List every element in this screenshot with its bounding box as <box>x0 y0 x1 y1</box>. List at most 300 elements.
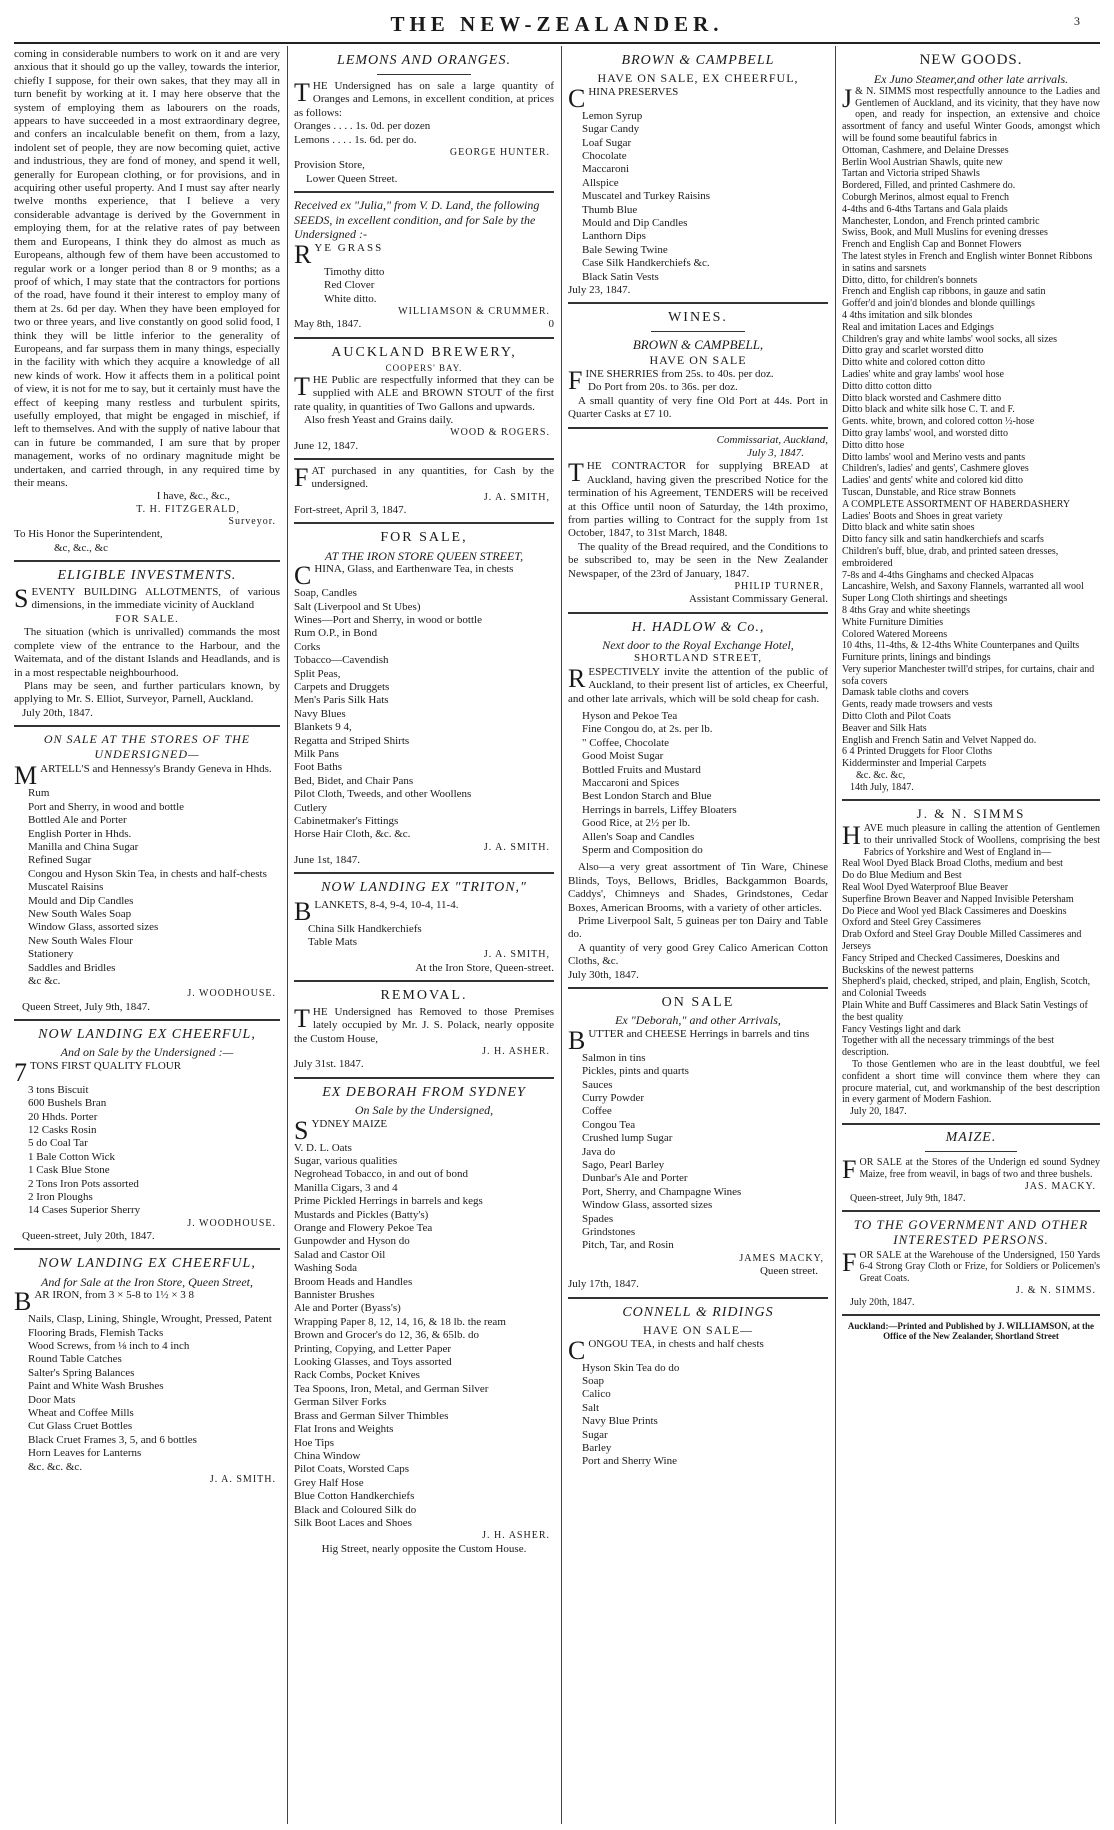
list-item: Congou and Hyson Skin Tea, in chests and half-chests <box>28 867 267 880</box>
list-item: Superfine Brown Beaver and Napped Invisible Petersham <box>842 893 1074 905</box>
list-item: &c &c. <box>28 975 61 988</box>
list-item: Negrohead Tobacco, in and out of bond <box>294 1168 469 1181</box>
list-item: Salad and Castor Oil <box>294 1248 386 1261</box>
list-item: Wood Screws, from ⅛ inch to 4 inch <box>28 1339 190 1352</box>
list-item: Fine Congou do, at 2s. per lb. <box>582 723 713 736</box>
letter-addressee-etc: &c, &c., &c <box>54 541 109 554</box>
list-item: Plain White and Buff Cassimeres and Black Satin Vestings of the best quality <box>842 999 1088 1023</box>
list-item: Ladies' and gents' white and colored kid ditto <box>842 475 1024 487</box>
ad-body: EVENTY BUILDING ALLOTMENTS, of various dimensions, in the immediate vicinity of Auckland <box>31 586 280 612</box>
list-item: English Porter in Hhds. <box>28 827 132 840</box>
separator <box>294 458 554 460</box>
list-item: 2 Tons Iron Pots assorted <box>28 1177 139 1190</box>
list-item: Sugar <box>582 1428 608 1441</box>
list-item: 12 Casks Rosin <box>28 1124 97 1136</box>
list-item: Timothy ditto <box>324 265 385 278</box>
ad-headline: NOW LANDING EX "TRITON," <box>321 880 527 896</box>
ad-subheading: AT THE IRON STORE QUEEN STREET, <box>324 548 524 563</box>
ad-on-sale-deborah <box>568 994 828 1292</box>
separator <box>14 725 280 727</box>
ad-date: June 1st, 1847. <box>294 854 360 867</box>
list-item: Sperm and Composition do <box>582 844 703 857</box>
list-item: Grindstones <box>582 1226 636 1239</box>
drop-cap: C <box>294 561 312 591</box>
separator <box>294 872 554 874</box>
masthead: THE NEW-ZEALANDER. <box>390 12 724 36</box>
ad-signer-title: Assistant Commissary General. <box>688 593 828 606</box>
list-item: Wrapping Paper 8, 12, 14, 16, & 18 lb. the ream <box>294 1315 506 1328</box>
ad-date: July 20, 1847. <box>850 1106 907 1118</box>
list-item: Chocolate <box>582 149 627 162</box>
list-item: 6 4 Printed Druggets for Floor Cloths <box>842 746 992 758</box>
ad-body: AVE much pleasure in calling the attention of Gentlemen to their unrivalled Stock of Woollens, comprising the best Fabrics of Yorkshire and West of England in— <box>863 822 1100 858</box>
list-item: Rum O.P., in Bond <box>294 627 378 640</box>
list-item: Round Table Catches <box>28 1353 122 1366</box>
list-item: Java do <box>582 1145 616 1158</box>
list-item: Ladies' white and gray lambs' wool hose <box>842 368 1004 380</box>
ad-signature: GEORGE HUNTER. <box>449 147 550 159</box>
list-item: Carpets and Druggets <box>294 681 390 694</box>
ad-subheading: HAVE ON SALE, EX CHEERFUL, <box>597 71 799 86</box>
separator <box>294 1077 554 1079</box>
list-item: Lancashire, Welsh, and Saxony Flannels, warranted all wool <box>842 581 1084 593</box>
list-item: Prime Pickled Herrings in barrels and kegs <box>294 1195 483 1208</box>
ad-first-line: ARTELL'S and Hennessy's Brandy Geneva in Hhds. <box>40 763 272 776</box>
list-item: Printing, Copying, and Letter Paper <box>294 1342 452 1355</box>
list-item: 20 Hhds. Porter <box>28 1110 98 1123</box>
list-item: Hyson and Pekoe Tea <box>582 709 678 722</box>
list-item: &c. &c. &c. <box>28 1460 83 1473</box>
drop-cap: T <box>294 1004 310 1034</box>
ad-place-date: July 3, 1847. <box>747 446 804 459</box>
ad-first-line: YE GRASS <box>314 241 384 254</box>
list-item: Pilot Cloth, Tweeds, and other Woollens <box>294 788 472 801</box>
ad-headline: J. & N. SIMMS <box>916 805 1026 821</box>
list-item: Hyson Skin Tea do do <box>582 1361 680 1374</box>
list-item: 3 tons Biscuit <box>28 1083 89 1096</box>
separator <box>568 427 828 429</box>
ad-first-line: HINA, Glass, and Earthenware Tea, in chests <box>314 563 514 576</box>
list-item: Wheat and Coffee Mills <box>28 1406 134 1419</box>
list-item: New South Wales Flour <box>28 934 133 947</box>
list-item: Salter's Spring Balances <box>28 1366 135 1379</box>
ad-body: HE CONTRACTOR for supplying BREAD at Auckland, having given the prescribed Notice for the termination of his Agreement, TENDERS will be received at this Office until noon of Saturday, the 14th proximo, from parties willing to Contract for the supply from 1st October, 1847, to 31st March, 1848. <box>568 460 828 540</box>
ad-date: Queen Street, July 9th, 1847. <box>22 1000 151 1013</box>
ad-subheading: BROWN & CAMPBELL, <box>632 337 764 353</box>
list-item: Congou Tea <box>582 1118 636 1131</box>
ad-date: Queen-street, July 20th, 1847. <box>22 1230 155 1243</box>
list-item: Salmon in tins <box>582 1051 646 1064</box>
separator <box>651 331 745 332</box>
column-4 <box>842 48 1100 1823</box>
separator <box>294 522 554 524</box>
ad-date: Queen-street, July 9th, 1847. <box>850 1193 966 1205</box>
ad-headline: H. HADLOW & Co., <box>631 619 765 635</box>
list-item: Children's buff, blue, drab, and printed sateen dresses, embroidered <box>842 545 1059 569</box>
separator <box>14 1248 280 1250</box>
list-item: Milk Pans <box>294 748 339 761</box>
list-item: Very superior Manchester twill'd stripes, for curtains, chair and sofa covers <box>842 663 1095 687</box>
list-item: Goffer'd and join'd blondes and blonde quillings <box>842 298 1035 310</box>
ad-signature: J. H. ASHER. <box>482 1530 550 1542</box>
ad-headline: TO THE GOVERNMENT AND OTHER INTERESTED PERSONS. <box>853 1217 1089 1248</box>
list-item: Sugar, various qualities <box>294 1154 398 1167</box>
ad-headline: EX DEBORAH FROM SYDNEY <box>322 1084 526 1100</box>
ad-headline: Received ex "Julia," from V. D. Land, the following SEEDS, in excellent condition, and for Sale by the Undersigned :- <box>294 198 540 242</box>
ad-first-line: LANKETS, 8-4, 9-4, 10-4, 11-4. <box>314 898 459 911</box>
list-item: 7-8s and 4-4ths Ginghams and checked Alpacas <box>842 569 1034 581</box>
list-item: Ditto black worsted and Cashmere ditto <box>842 392 1002 404</box>
ad-paragraph: Also—a very great assortment of Tin Ware, Chinese Blinds, Toys, Bellows, Bridles, Backgammon Boards, Caddys', Chimneys and Shades, Grindstones, Cedar Boxes, American Brooms, with a variety of other articles. <box>568 861 828 914</box>
list-item: 4-4ths and 6-4ths Tartans and Gala plaids <box>842 203 1008 215</box>
separator <box>568 302 828 304</box>
ad-removal <box>294 987 554 1072</box>
ad-body: ESPECTIVELY invite the attention of the public of Auckland, to their present list of articles, ex Cheerful, and other late arrivals, which will be sold cheap for cash. <box>568 665 828 705</box>
drop-cap: R <box>568 663 586 693</box>
list-item: Wines—Port and Sherry, in wood or bottle <box>294 613 482 626</box>
list-item: Split Peas, <box>294 667 341 680</box>
list-item: Colored Watered Moreens <box>842 628 948 640</box>
ad-signature: J. A. SMITH. <box>483 841 550 853</box>
column-divider <box>561 46 562 1824</box>
list-item: New South Wales Soap <box>28 908 132 921</box>
list-item: Nails, Clasp, Lining, Shingle, Wrought, Pressed, Patent <box>28 1313 272 1326</box>
drop-cap: T <box>294 78 310 108</box>
ad-hadlow <box>568 619 828 982</box>
price-line: INE SHERRIES from 25s. to 40s. per doz. <box>585 367 774 380</box>
list-item: Table Mats <box>308 935 358 948</box>
ad-now-landing-flour <box>14 1026 280 1243</box>
ad-iron-store <box>294 529 554 867</box>
ad-subheading: And on Sale by the Undersigned :— <box>60 1045 234 1060</box>
ad-simms-woollens <box>842 806 1100 1118</box>
price-line: Lemons . . . . 1s. 6d. per do. <box>294 133 417 146</box>
ad-signature: J. & N. SIMMS. <box>1015 1285 1096 1297</box>
list-item: Ditto gray and scarlet worsted ditto <box>842 345 984 357</box>
list-item: A COMPLETE ASSORTMENT OF HABERDASHERY <box>842 498 1071 510</box>
ad-signature: J. WOODHOUSE. <box>187 1217 276 1229</box>
ad-headline: NEW GOODS. <box>919 52 1023 68</box>
ad-first-line: HINA PRESERVES <box>588 85 679 98</box>
ad-subheading: SHORTLAND STREET, <box>634 652 762 665</box>
list-item: Ditto, ditto, for children's bonnets <box>842 274 978 286</box>
ad-headline: ON SALE <box>661 995 735 1011</box>
list-item: Pickles, pints and quarts <box>582 1065 689 1078</box>
list-item: Salt (Liverpool and St Ubes) <box>294 600 421 613</box>
list-item: 14 Cases Superior Sherry <box>28 1204 141 1217</box>
surveyor-letter: coming in considerable numbers to work on it and are very anxious that it should go up the valley, towards the interior, chiefly I suppose, for their own sakes, that they may all in turn benefit by working at it. I may here observe that the system of employing them as labourers on the roads, appears to have succeeded in a most extraordinary degree, and confers an incalculable benefit on them, from a lazy, indolent set of people, they are now becoming quiet, active and industrious, they are fond of money, and spend it well, generally for European clothing, or for provisions, and in acquiring other useful property. And I must say after nearly twelve months experience, that I believe a very considerable advantage is derived by the Government in employing them, for at the relative rates of pay between them and Europeans, I think they do almost as much as Europeans, although few of them have been accustomed to regular work or a longer period than 8 or 9 months; as a proof of which, I may state that the contractors for portions of the road, have found it their interest to employ many of them at 2s. 6d per day. When they have been employed for two or three years, and live constantly on good solid food, I think they will be little inferior to the generality of Europeans, and far surpass them in many things, especially in the facility with which they acquire a knowledge of all new kinds of work. How it affects them in a political point of view, it is not for me to say, but it certainly must have the effect of keeping many restless and turbulent spirits, usefully employed, that might be engaged in mischief, if left to themselves. And with the supply of native labour that can in future be commanded, I am sure that by proper management, works of no ordinary magnitude might be undertaken, and carried through, in any required time by their means. <box>14 48 280 489</box>
ad-headline: ON SALE AT THE STORES OF THE UNDERSIGNED— <box>43 732 251 761</box>
list-item: White ditto. <box>324 292 377 305</box>
list-item: Stationery <box>28 948 74 961</box>
drop-cap: F <box>842 1155 857 1185</box>
list-item: Allspice <box>582 176 619 189</box>
ad-body: HE Undersigned has on sale a large quantity of Oranges and Lemons, in excellent condition, at prices as follows: <box>294 80 554 119</box>
list-item: Ottoman, Cashmere, and Delaine Dresses <box>842 144 1009 156</box>
list-item: Berlin Wool Austrian Shawls, quite new <box>842 156 1003 168</box>
list-item: Rum <box>28 787 50 800</box>
ad-date: July 17th, 1847. <box>568 1278 639 1291</box>
separator <box>294 191 554 193</box>
ad-headline: FOR SALE, <box>380 530 468 546</box>
drop-cap: R <box>294 239 312 269</box>
list-item: Ale and Porter (Byass's) <box>294 1302 401 1315</box>
ad-first-line: AR IRON, from 3 × 5-8 to 1½ × 3 8 <box>34 1289 195 1302</box>
ad-body: & N. SIMMS most respectfully announce to the Ladies and Gentlemen of Auckland, and its vicinity, that they have now open, and ready for inspection, an extensive and choice assortment of fancy and useful Winter Goods, amongst which will be found some beautiful fabrics in <box>842 85 1100 145</box>
letter-signer: T. H. FITZGERALD, <box>136 503 240 515</box>
ad-signature: J. A. SMITH, <box>483 491 550 503</box>
separator <box>842 1123 1100 1125</box>
list-item: Calico <box>582 1388 611 1401</box>
ad-date: July 31st. 1847. <box>294 1058 364 1071</box>
list-item: Super Long Cloth shirtings and sheetings <box>842 593 1008 605</box>
list-item: Maccaroni and Spices <box>582 777 680 789</box>
list-item: Silk Boot Laces and Shoes <box>294 1516 412 1529</box>
ad-headline: NOW LANDING EX CHEERFUL, <box>38 1027 256 1043</box>
ad-paragraph: Also fresh Yeast and Grains daily. <box>304 414 454 427</box>
ad-commissariat-bread <box>568 434 828 607</box>
list-item: Ditto black and white silk hose C. T. and F. <box>842 404 1015 416</box>
separator <box>568 987 828 989</box>
list-item: Corks <box>294 640 321 653</box>
list-item: Window Glass, assorted sizes <box>28 921 159 934</box>
drop-cap: B <box>294 896 312 926</box>
ad-headline: REMOVAL. <box>380 987 468 1003</box>
list-item: Broom Heads and Handles <box>294 1275 413 1288</box>
list-item: Bed, Bidet, and Chair Pans <box>294 774 414 787</box>
price-line: Do Port from 20s. to 36s. per doz. <box>588 381 738 394</box>
list-item: Do Piece and Wool yed Black Cassimeres and Doeskins <box>842 905 1067 917</box>
list-item: Salt <box>582 1401 600 1414</box>
ad-date: June 12, 1847. <box>294 439 359 452</box>
ad-paragraph: Prime Liverpool Salt, 5 guineas per ton Dairy and Table do. <box>568 915 828 941</box>
ad-address: Queen street. <box>759 1265 818 1278</box>
drop-cap: J <box>842 83 853 113</box>
list-item: Flat Irons and Weights <box>294 1423 394 1436</box>
list-item: Thumb Blue <box>582 203 638 216</box>
list-item: The latest styles in French and English winter Bonnet Ribbons in satins and sarsnets <box>842 251 1093 274</box>
ad-address: Lower Queen Street. <box>306 172 398 185</box>
ad-subheading: And for Sale at the Iron Store, Queen Street, <box>41 1274 253 1289</box>
list-item: Barley <box>582 1442 612 1455</box>
separator <box>842 799 1100 801</box>
ad-wines <box>568 309 828 421</box>
list-item: Men's Paris Silk Hats <box>294 694 389 707</box>
drop-cap: F <box>294 463 309 493</box>
list-item: Black Cruet Frames 3, 5, and 6 bottles <box>28 1433 197 1446</box>
ad-headline: WINES. <box>668 310 728 326</box>
ad-subheading: Ex Juno Steamer,and other late arrivals. <box>873 71 1069 86</box>
list-item: Cutlery <box>294 801 327 814</box>
list-item: 1 Cask Blue Stone <box>28 1164 110 1177</box>
list-item: Beaver and Silk Hats <box>842 722 927 734</box>
list-item: Horse Hair Cloth, &c. &c. <box>294 828 411 841</box>
ad-signature: WILLIAMSON & CRUMMER. <box>398 306 550 318</box>
list-item: Brass and German Silver Thimbles <box>294 1409 449 1422</box>
list-item: Cabinetmaker's Fittings <box>294 815 399 828</box>
list-item: English and French Satin and Velvet Napped do. <box>842 734 1037 746</box>
ad-headline: MAIZE. <box>945 1129 997 1145</box>
list-item: Swiss, Book, and Mull Muslins for evening dresses <box>842 227 1048 239</box>
list-item: 5 do Coal Tar <box>28 1137 88 1150</box>
drop-cap: H <box>842 820 861 850</box>
list-item: Fancy Vestings light and dark <box>842 1023 961 1035</box>
list-item: Sugar Candy <box>582 123 640 136</box>
list-item: Good Moist Sugar <box>582 750 664 763</box>
separator <box>925 1151 1018 1152</box>
list-item: Washing Soda <box>294 1262 357 1275</box>
list-item: Curry Powder <box>582 1092 645 1105</box>
list-item: Saddles and Bridles <box>28 961 116 974</box>
list-item: Drab Oxford and Steel Gray Double Milled Cassimeres and Jerseys <box>842 929 1082 952</box>
list-item: Herrings in barrels, Liffey Bloaters <box>582 803 737 816</box>
list-item: Sauces <box>582 1078 613 1091</box>
ad-headline: CONNELL & RIDINGS <box>622 1304 774 1320</box>
ad-paragraph: To those Gentlemen who are in the least doubtful, we feel confident a short time will convince them where they can procure material, cut, and workmanship of the best description in every garment of Modern Fashion. <box>842 1058 1100 1106</box>
ad-first-line: YDNEY MAIZE <box>311 1117 388 1130</box>
list-item: Best London Starch and Blue <box>582 790 712 803</box>
page-number: 3 <box>1074 14 1080 28</box>
masthead-rule <box>14 42 1100 44</box>
ad-to-the-government <box>842 1217 1100 1309</box>
list-item: Ditto fancy silk and satin handkerchiefs and scarfs <box>842 534 1044 546</box>
list-item: Children's gray and white lambs' wool socks, all sizes <box>842 333 1057 345</box>
list-item: Tartan and Victoria striped Shawls <box>842 168 980 180</box>
separator <box>14 560 280 562</box>
list-item: Coffee <box>582 1105 612 1118</box>
column-3 <box>568 48 828 1823</box>
list-item: &c. &c. &c, <box>856 770 906 782</box>
list-item: Blue Cotton Handkerchiefs <box>294 1490 415 1503</box>
ad-brown-campbell <box>568 52 828 297</box>
column-divider <box>287 46 288 1824</box>
ad-date: Fort-street, April 3, 1847. <box>294 504 407 517</box>
letter-closing: I have, &c., &c., <box>156 490 230 503</box>
list-item: Window Glass, assorted sizes <box>582 1199 713 1212</box>
ad-date: 14th July, 1847. <box>850 781 914 793</box>
drop-cap: M <box>14 761 38 791</box>
list-item: Paint and White Wash Brushes <box>28 1380 164 1393</box>
list-item: Kidderminster and Imperial Carpets <box>842 758 987 770</box>
drop-cap: B <box>14 1287 32 1317</box>
list-item: Hoe Tips <box>294 1436 335 1449</box>
drop-cap: T <box>568 458 584 488</box>
ad-subheading: COOPERS' BAY. <box>385 362 463 373</box>
ad-subheading: Next door to the Royal Exchange Hotel, <box>602 637 794 652</box>
list-item: Maccaroni <box>582 163 630 176</box>
list-item: German Silver Forks <box>294 1396 387 1409</box>
separator <box>842 1314 1100 1316</box>
list-item: Pilot Coats, Worsted Caps <box>294 1463 410 1476</box>
ad-first-line: TONS FIRST QUALITY FLOUR <box>30 1059 182 1072</box>
drop-cap: S <box>14 584 29 614</box>
list-item: 8 4ths Gray and white sheetings <box>842 604 971 616</box>
list-item: Tea Spoons, Iron, Metal, and German Silver <box>294 1382 489 1395</box>
list-item: Ditto lambs' wool and Merino vests and pants <box>842 451 1026 463</box>
ad-signature: JAS. MACKY. <box>1024 1181 1096 1193</box>
ad-body: AT purchased in any quantities, for Cash by the undersigned. <box>311 465 554 491</box>
list-item: Foot Baths <box>294 761 342 774</box>
ad-seeds-julia <box>294 198 554 332</box>
list-item: Bottled Ale and Porter <box>28 814 127 827</box>
ad-paragraph: A quantity of very good Grey Calico American Cotton Cloths, &c. <box>568 941 828 968</box>
list-item: Damask table cloths and covers <box>842 687 969 699</box>
list-item: Gunpowder and Hyson do <box>294 1235 410 1248</box>
list-item: Red Clover <box>324 279 375 292</box>
ad-address: Hig Street, nearly opposite the Custom House. <box>321 1542 527 1555</box>
list-item: Allen's Soap and Candles <box>582 830 695 843</box>
ad-fat-purchased <box>294 465 554 517</box>
list-item: Case Silk Handkerchiefs &c. <box>582 257 710 270</box>
ad-subheading: On Sale by the Undersigned, <box>354 1102 494 1117</box>
list-item: Blankets 9 4, <box>294 721 352 734</box>
list-item: Port, Sherry, and Champagne Wines <box>582 1185 742 1198</box>
drop-cap: F <box>568 365 583 395</box>
ad-date: July 30th, 1847. <box>568 968 639 981</box>
list-item: Manchester, London, and French printed cambric <box>842 215 1040 227</box>
ad-signature: J. H. ASHER. <box>482 1046 550 1058</box>
list-item: Manilla and China Sugar <box>28 841 139 854</box>
list-item: Door Mats <box>28 1393 76 1406</box>
list-item: Muscatel Raisins <box>28 881 104 894</box>
list-item: Ditto Cloth and Pilot Coats <box>842 711 951 723</box>
list-item: Fancy Striped and Checked Cassimeres, Doeskins and Buckskins of the newest patterns <box>842 952 1060 976</box>
ad-first-line: ONGOU TEA, in chests and half chests <box>588 1337 764 1350</box>
separator <box>568 1297 828 1299</box>
ad-signature: J. WOODHOUSE. <box>187 988 276 1000</box>
list-item: 600 Bushels Bran <box>28 1097 107 1110</box>
ad-address: At the Iron Store, Queen-street. <box>415 961 554 974</box>
ad-paragraph: A small quantity of very fine Old Port at 44s. Port in Quarter Casks at £7 10. <box>568 394 828 421</box>
list-item: Port and Sherry, in wood and bottle <box>28 800 185 813</box>
list-item: Furniture prints, linings and bindings <box>842 652 991 664</box>
separator <box>294 980 554 982</box>
ad-place: Commissariat, Auckland, <box>716 433 828 446</box>
list-item: Tuscan, Dunstable, and Rice straw Bonnets <box>842 486 1016 498</box>
list-item: Mould and Dip Candles <box>28 894 134 907</box>
list-item: 2 Iron Ploughs <box>28 1191 93 1204</box>
ad-stores-undersigned <box>14 732 280 1014</box>
list-item: Cut Glass Cruet Bottles <box>28 1420 133 1433</box>
ad-headline: AUCKLAND BREWERY, <box>331 344 517 360</box>
ad-signature: J. A. SMITH, <box>483 949 550 961</box>
list-item: Together with all the necessary trimmings of the best description. <box>842 1035 1055 1059</box>
list-item: Bannister Brushes <box>294 1289 375 1302</box>
list-item: Pitch, Tar, and Rosin <box>582 1239 674 1252</box>
ad-date: July 20th, 1847. <box>22 706 93 719</box>
list-item: Navy Blue Prints <box>582 1415 658 1428</box>
ad-triton <box>294 879 554 974</box>
list-item: Ditto black and white satin shoes <box>842 522 975 534</box>
list-item: Bottled Fruits and Mustard <box>582 763 701 776</box>
ad-body: HE Public are respectfully informed that they can be supplied with ALE and BROWN STOUT of the first rate quality, in quantities of Two Gallons and upwards. <box>294 373 554 413</box>
ad-eligible-investments <box>14 567 280 720</box>
letter-signer-title: Surveyor. <box>228 516 276 527</box>
list-item: Dunbar's Ale and Porter <box>582 1172 688 1185</box>
ad-headline: ELIGIBLE INVESTMENTS. <box>57 568 237 583</box>
list-item: Soap, Candles <box>294 587 357 600</box>
list-item: 10 4ths, 11-4ths, & 12-4ths White Counterpanes and Quilts <box>842 640 1080 652</box>
list-item: Refined Sugar <box>28 854 92 867</box>
list-item: Black and Coloured Silk do <box>294 1503 417 1516</box>
list-item: Black Satin Vests <box>582 270 659 283</box>
ad-paragraph: The quality of the Bread required, and the Conditions to be subscribed to, may be seen in the New Zealander Newspaper, of the 23rd of January, 1847. <box>568 540 828 580</box>
list-item: Real and imitation Laces and Edgings <box>842 321 994 333</box>
drop-cap: C <box>568 83 586 113</box>
list-item: Ditto ditto cotton ditto <box>842 380 932 392</box>
separator <box>294 337 554 339</box>
ad-auckland-brewery <box>294 344 554 453</box>
